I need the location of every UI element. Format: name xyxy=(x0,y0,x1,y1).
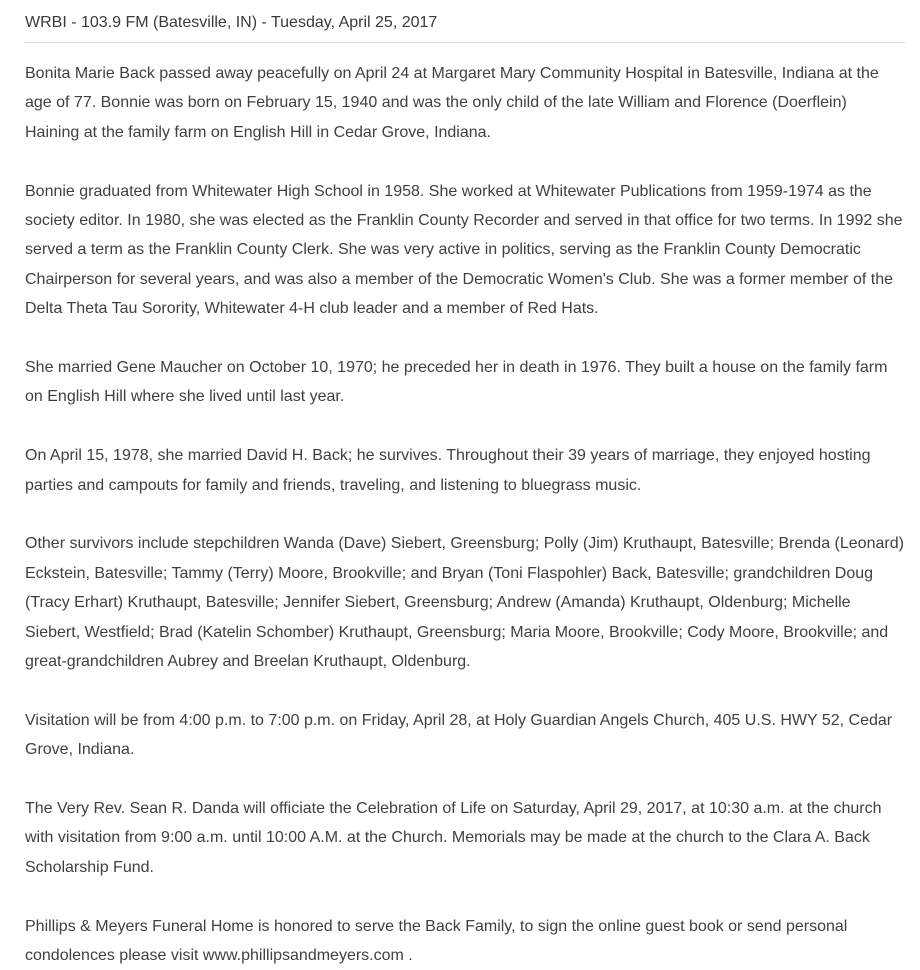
paragraph-visitation: Visitation will be from 4:00 p.m. to 7:00 p.m. on Friday, April 28, at Holy Guardian Angels Church, 405 U.S. HWY 52, Cedar Grove, Indiana. xyxy=(25,711,893,759)
paragraph-celebration-of-life: The Very Rev. Sean R. Danda will officiate the Celebration of Life on Saturday, April 29, 2017, at 10:30 a.m. at the church with visitation from 9:00 a.m. until 10:00 A.M. at the Church. Memorials may be made at the church to the Clara A. Back Scholarship Fund. xyxy=(25,800,882,876)
paragraph-second-marriage: On April 15, 1978, she married David H. Back; he survives. Throughout their 39 years of marriage, they enjoyed hosting parties and campouts for family and friends, traveling, and listening to bluegrass music. xyxy=(25,447,871,494)
obituary-article xyxy=(25,0,905,970)
article-body xyxy=(25,43,905,970)
paragraph-first-marriage: She married Gene Maucher on October 10, 1970; he preceded her in death in 1976. They built a house on the family farm on English Hill where she lived until last year. xyxy=(25,359,888,406)
dateline: WRBI - 103.9 FM (Batesville, IN) - Tuesday, April 25, 2017 xyxy=(25,0,905,43)
paragraph-career: Bonnie graduated from Whitewater High School in 1958. She worked at Whitewater Publications from 1959-1974 as the society editor. In 1980, she was elected as the Franklin County Recorder and served in that office for two terms. In 1992 she served a term as the Franklin County Clerk. She was very active in politics, serving as the Franklin County Democratic Chairperson for several years, and was also a member of the Democratic Women's Club. She was a former member of the Delta Theta Tau Sorority, Whitewater 4-H club leader and a member of Red Hats. xyxy=(25,182,903,318)
paragraph-funeral-home: Phillips & Meyers Funeral Home is honored to serve the Back Family, to sign the online guest book or send personal condolences please visit www.phillipsandmeyers.com . xyxy=(25,917,848,965)
paragraph-life-summary: Bonita Marie Back passed away peacefully on April 24 at Margaret Mary Community Hospital in Batesville, Indiana at the age of 77. Bonnie was born on February 15, 1940 and was the only child of the late William and Florence (Doerflein) Haining at the family farm on English Hill in Cedar Grove, Indiana. xyxy=(25,65,879,141)
paragraph-survivors: Other survivors include stepchildren Wanda (Dave) Siebert, Greensburg; Polly (Jim) Kruthaupt, Batesville; Brenda (Leonard) Eckstein, Batesville; Tammy (Terry) Moore, Brookville; and Bryan (Toni Flaspohler) Back, Batesville; grandchildren Doug (Tracy Erhart) Kruthaupt, Batesville; Jennifer Siebert, Greensburg; Andrew (Amanda) Kruthaupt, Oldenburg; Michelle Siebert, Westfield; Brad (Katelin Schomber) Kruthaupt, Greensburg; Maria Moore, Brookville; Cody Moore, Brookville; and great-grandchildren Aubrey and Breelan Kruthaupt, Oldenburg. xyxy=(25,535,904,671)
